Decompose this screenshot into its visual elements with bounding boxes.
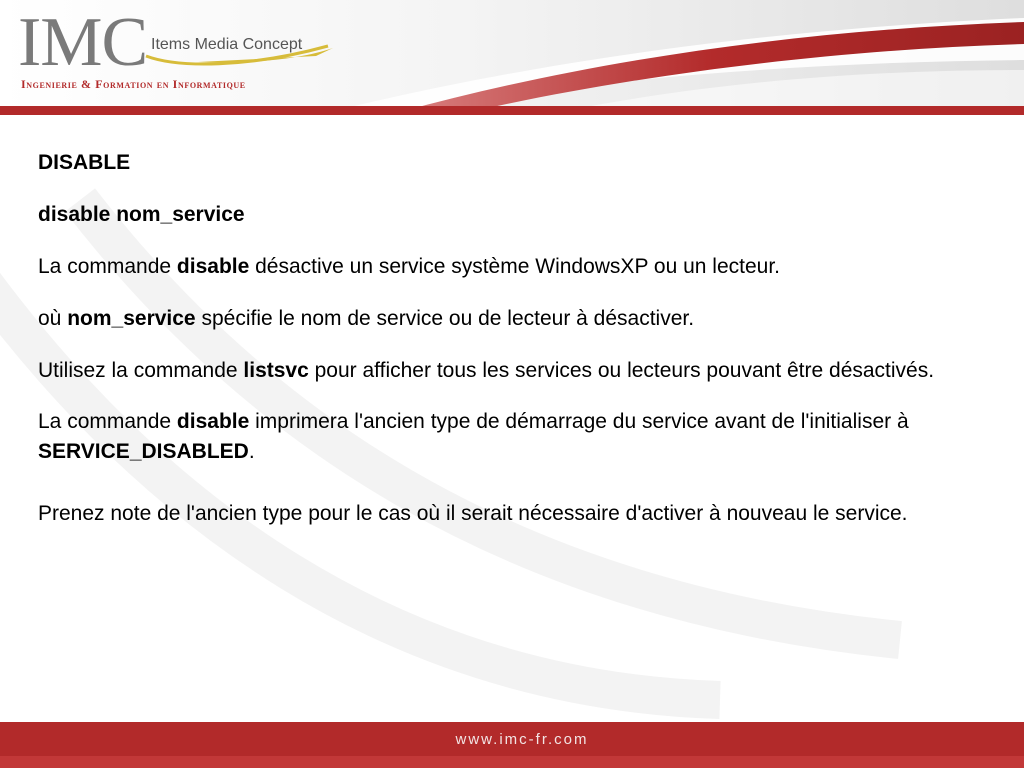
text-segment: désactive un service système WindowsXP ou un lecteur. (249, 255, 780, 278)
text-segment: Utilisez la commande (38, 359, 244, 382)
text-segment: spécifie le nom de service ou de lecteur à désactiver. (195, 307, 695, 330)
logo-wordmark: IMC (18, 4, 148, 81)
paragraph-parameter (38, 304, 983, 334)
text-segment: . (248, 440, 255, 463)
text-segment: pour afficher tous les services ou lecteurs pouvant être désactivés. (308, 359, 935, 382)
logo-subtitle: Ingenierie & Formation en Informatique (21, 77, 246, 91)
keyword-disable: disable (176, 410, 250, 433)
paragraph-listsvc (38, 356, 983, 386)
keyword-service-disabled: SERVICE_DISABLED (38, 440, 249, 463)
text-segment: La commande (38, 255, 177, 278)
command-syntax: disable nom_service (38, 203, 245, 226)
text-segment: imprimera l'ancien type de démarrage du service avant de l'initialiser à (249, 410, 909, 433)
page-title: DISABLE (38, 151, 131, 174)
slide-content (38, 148, 983, 529)
paragraph-startup-type (38, 407, 983, 467)
text-segment: où (38, 307, 68, 330)
keyword-disable: disable (176, 255, 250, 278)
imc-logo (18, 4, 348, 98)
paragraph-description (38, 252, 983, 282)
text-segment: La commande (38, 410, 177, 433)
header-divider (0, 106, 1024, 115)
keyword-listsvc: listsvc (243, 359, 309, 382)
logo-tagline: Items Media Concept (151, 36, 303, 53)
keyword-nom-service: nom_service (67, 307, 196, 330)
footer-url: www.imc-fr.com (455, 731, 589, 748)
paragraph-note: Prenez note de l'ancien type pour le cas où il serait nécessaire d'activer à nouveau le service. (38, 502, 908, 525)
